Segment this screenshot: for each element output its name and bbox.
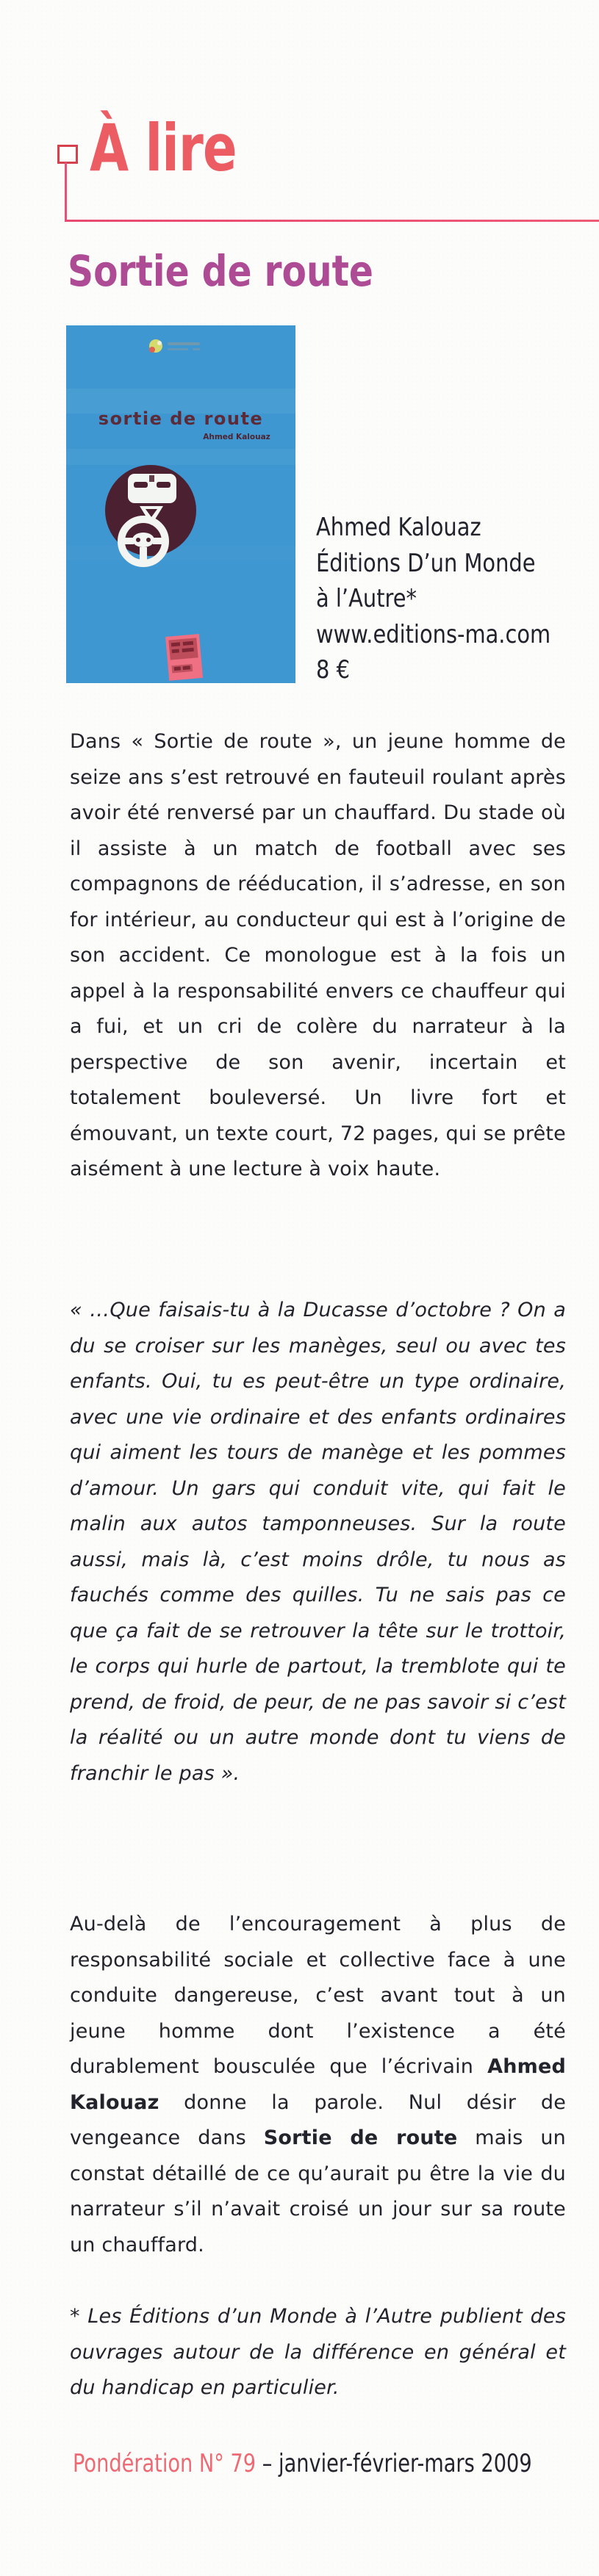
section-marker-icon xyxy=(57,145,78,164)
paragraph-summary: Dans « Sortie de route », un jeune homme de seize ans s’est retrouvé en fauteuil roulant après avoir été renversé par un chauffard. Du stade où il assiste à un match de football avec ses compagnons de rééducation, il s’adresse, en son for intérieur, au conducteur qui est à l’origine de son accident. Ce monologue est à la fois un appel à la responsabilité envers ce chauffeur qui a fui, et un cri de colère du narrateur à la perspective de son avenir, incertain et totalement bouleversé. Un livre fort et émouvant, un texte court, 72 pages, qui se prête aisément à une lecture à voix haute. xyxy=(70,730,566,1180)
issue-date: – janvier-février-mars 2009 xyxy=(256,2449,532,2478)
section-rule-vertical xyxy=(65,162,67,221)
book-cover xyxy=(66,325,295,683)
book-info-price: 8 € xyxy=(316,655,350,685)
cover-scan-band xyxy=(66,546,295,560)
book-cover-art xyxy=(66,325,295,683)
paragraph-quote: « …Que faisais-tu à la Ducasse d’octobre ? On a du se croiser sur les manèges, seul ou avec tes enfants. Oui, tu es peut-être un type ordinaire, avec une vie ordinaire et des enfants ordinaires qui aiment les tours de manège et les pommes d’amour. Un gars qui conduit vite, qui fait le malin aux autos tamponneuses. Sur la route aussi, mais là, c’est moins drôle, tu nous as fauchés comme des quilles. Tu ne sais pas ce que ça fait de se retrouver la tête sur le trottoir, le corps qui hurle de partout, la tremblote qui te prend, de froid, de peur, de ne pas savoir si c’est la réalité ou un autre monde dont tu viens de franchir le pas ». xyxy=(70,1299,566,1785)
journal-name: Pondération N° 79 xyxy=(73,2449,257,2478)
analysis-booktitle-bold: Sortie de route xyxy=(263,2126,458,2149)
section-rule-horizontal xyxy=(65,220,599,222)
cover-title: sortie de route xyxy=(98,408,264,429)
cover-stamp xyxy=(165,634,203,681)
book-info xyxy=(316,510,550,688)
paragraph-analysis xyxy=(70,1907,566,2263)
analysis-author-bold: Ahmed Kalouaz xyxy=(70,2055,566,2114)
book-info-publisher-line1: Éditions D’un Monde xyxy=(316,548,536,578)
article-title: Sortie de route xyxy=(68,246,373,296)
cover-author: Ahmed Kalouaz xyxy=(203,433,270,441)
page-footer xyxy=(73,2449,532,2478)
paragraph-footnote: * Les Éditions d’un Monde à l’Autre publient des ouvrages autour de la différence en général et du handicap en particulier. xyxy=(70,2305,566,2399)
cover-scan-band xyxy=(66,449,295,465)
analysis-text-1: Au-delà de l’encouragement à plus de responsabilité sociale et collective face à une conduite dangereuse, c’est avant tout à un jeune homme dont l’existence a été durablement bousculée que l’écrivain xyxy=(70,1913,566,2078)
analysis-text-3: mais un constat détaillé de ce qu’aurait pu être la vie du narrateur s’il n’avait croisé un jour sur sa route un chauffard. xyxy=(70,2126,566,2256)
book-info-publisher-line2: à l’Autre* xyxy=(316,584,417,613)
book-info-website: www.editions-ma.com xyxy=(316,619,551,649)
book-info-author: Ahmed Kalouaz xyxy=(316,513,481,542)
analysis-text-2: donne la parole. Nul désir de vengeance dans xyxy=(70,2090,566,2149)
section-title: À lire xyxy=(90,110,237,186)
